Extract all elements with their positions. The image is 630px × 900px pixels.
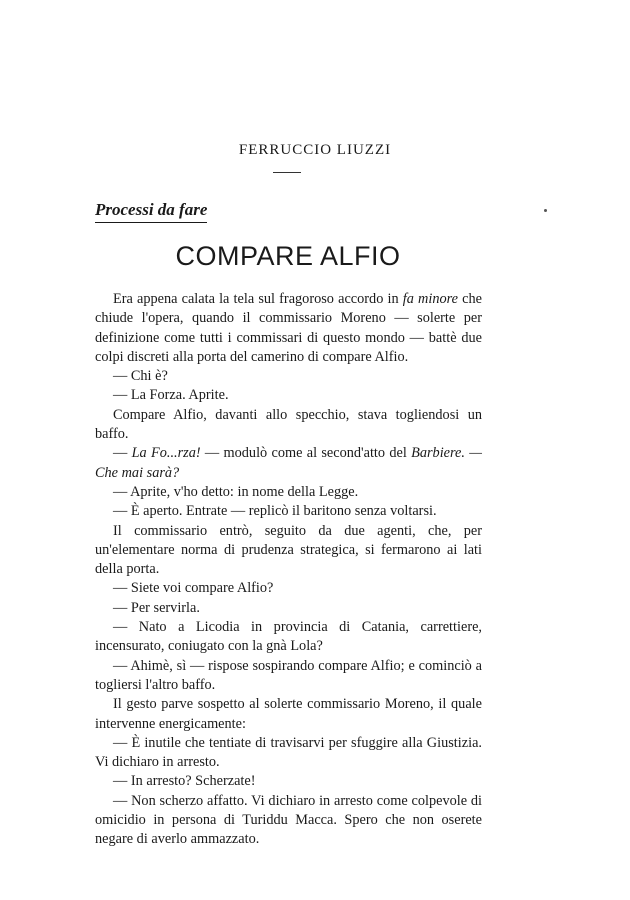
print-speck (544, 209, 547, 212)
section-heading: Processi da fare (95, 199, 207, 223)
author-divider (273, 172, 301, 173)
text-run: Compare Alfio, davanti allo specchio, stava togliendosi un baffo. (95, 406, 482, 443)
text-run: — Ahimè, sì — rispose sospirando compare Alfio; e cominciò a togliersi l'altro baffo. (95, 657, 482, 693)
italic-text: La Fo...rza! (131, 445, 201, 462)
text-run: — Non scherzo affatto. Vi dichiaro in arresto come colpevole di omicidio in persona di Turiddu Macca. Spero che non oserete negare di averlo ammazzato. (95, 792, 482, 848)
text-run: — È inutile che tentiate di travisarvi per sfuggire alla Giustizia. Vi dichiaro in arresto. (95, 734, 482, 771)
text-run: — Per servirla. (113, 599, 200, 616)
italic-text: Barbiere. (411, 445, 465, 462)
text-run: che chiude l'opera, quando il commissario Moreno — solerte per definizione come tutti i commissari di questo mondo — battè due colpi discreti alla porta del camerino di compare Alfio. (95, 291, 483, 365)
text-run: Il commissario entrò, seguito da due agenti, che, per un'elementare norma di prudenza strategica, si fermarono ai lati della porta. (95, 522, 482, 578)
paragraph (95, 386, 482, 405)
paragraph (95, 657, 482, 696)
text-run: — È aperto. Entrate — replicò il baritono senza voltarsi. (113, 503, 437, 520)
text-run: — In arresto? Scherzate! (113, 773, 256, 790)
paragraph (95, 444, 482, 483)
paragraph (95, 522, 482, 580)
text-run: — Aprite, v'ho detto: in nome della Legge. (113, 483, 359, 500)
text-run: — Siete voi compare Alfio? (113, 580, 274, 597)
paragraph (95, 772, 482, 791)
paragraph (95, 618, 482, 657)
text-run: — Chi è? (113, 368, 168, 385)
text-run: — (113, 445, 132, 462)
paragraph (95, 367, 482, 386)
paragraph (95, 406, 482, 445)
paragraph (95, 502, 482, 521)
paragraph (95, 792, 482, 850)
article-body (95, 290, 482, 850)
author-name: FERRUCCIO LIUZZI (238, 142, 392, 158)
italic-text: — Che mai sarà? (95, 445, 482, 481)
text-run: — Nato a Licodia in provincia di Catania, carrettiere, incensurato, coniugato con la gnà Lola? (95, 619, 482, 655)
paragraph (95, 290, 482, 367)
paragraph (95, 483, 482, 502)
text-run: — La Forza. Aprite. (113, 387, 229, 404)
text-run: — modulò come al second'atto del (200, 445, 412, 462)
text-run: Il gesto parve sospetto al solerte commissario Moreno, il quale intervenne energicamente: (95, 696, 482, 732)
paragraph (95, 695, 482, 734)
paragraph (95, 579, 482, 598)
italic-text: fa minore (402, 291, 459, 307)
paragraph (95, 599, 482, 618)
text-run: Era appena calata la tela sul fragoroso accordo in (113, 291, 403, 307)
article-title: COMPARE ALFIO (175, 241, 401, 271)
paragraph (95, 734, 482, 773)
